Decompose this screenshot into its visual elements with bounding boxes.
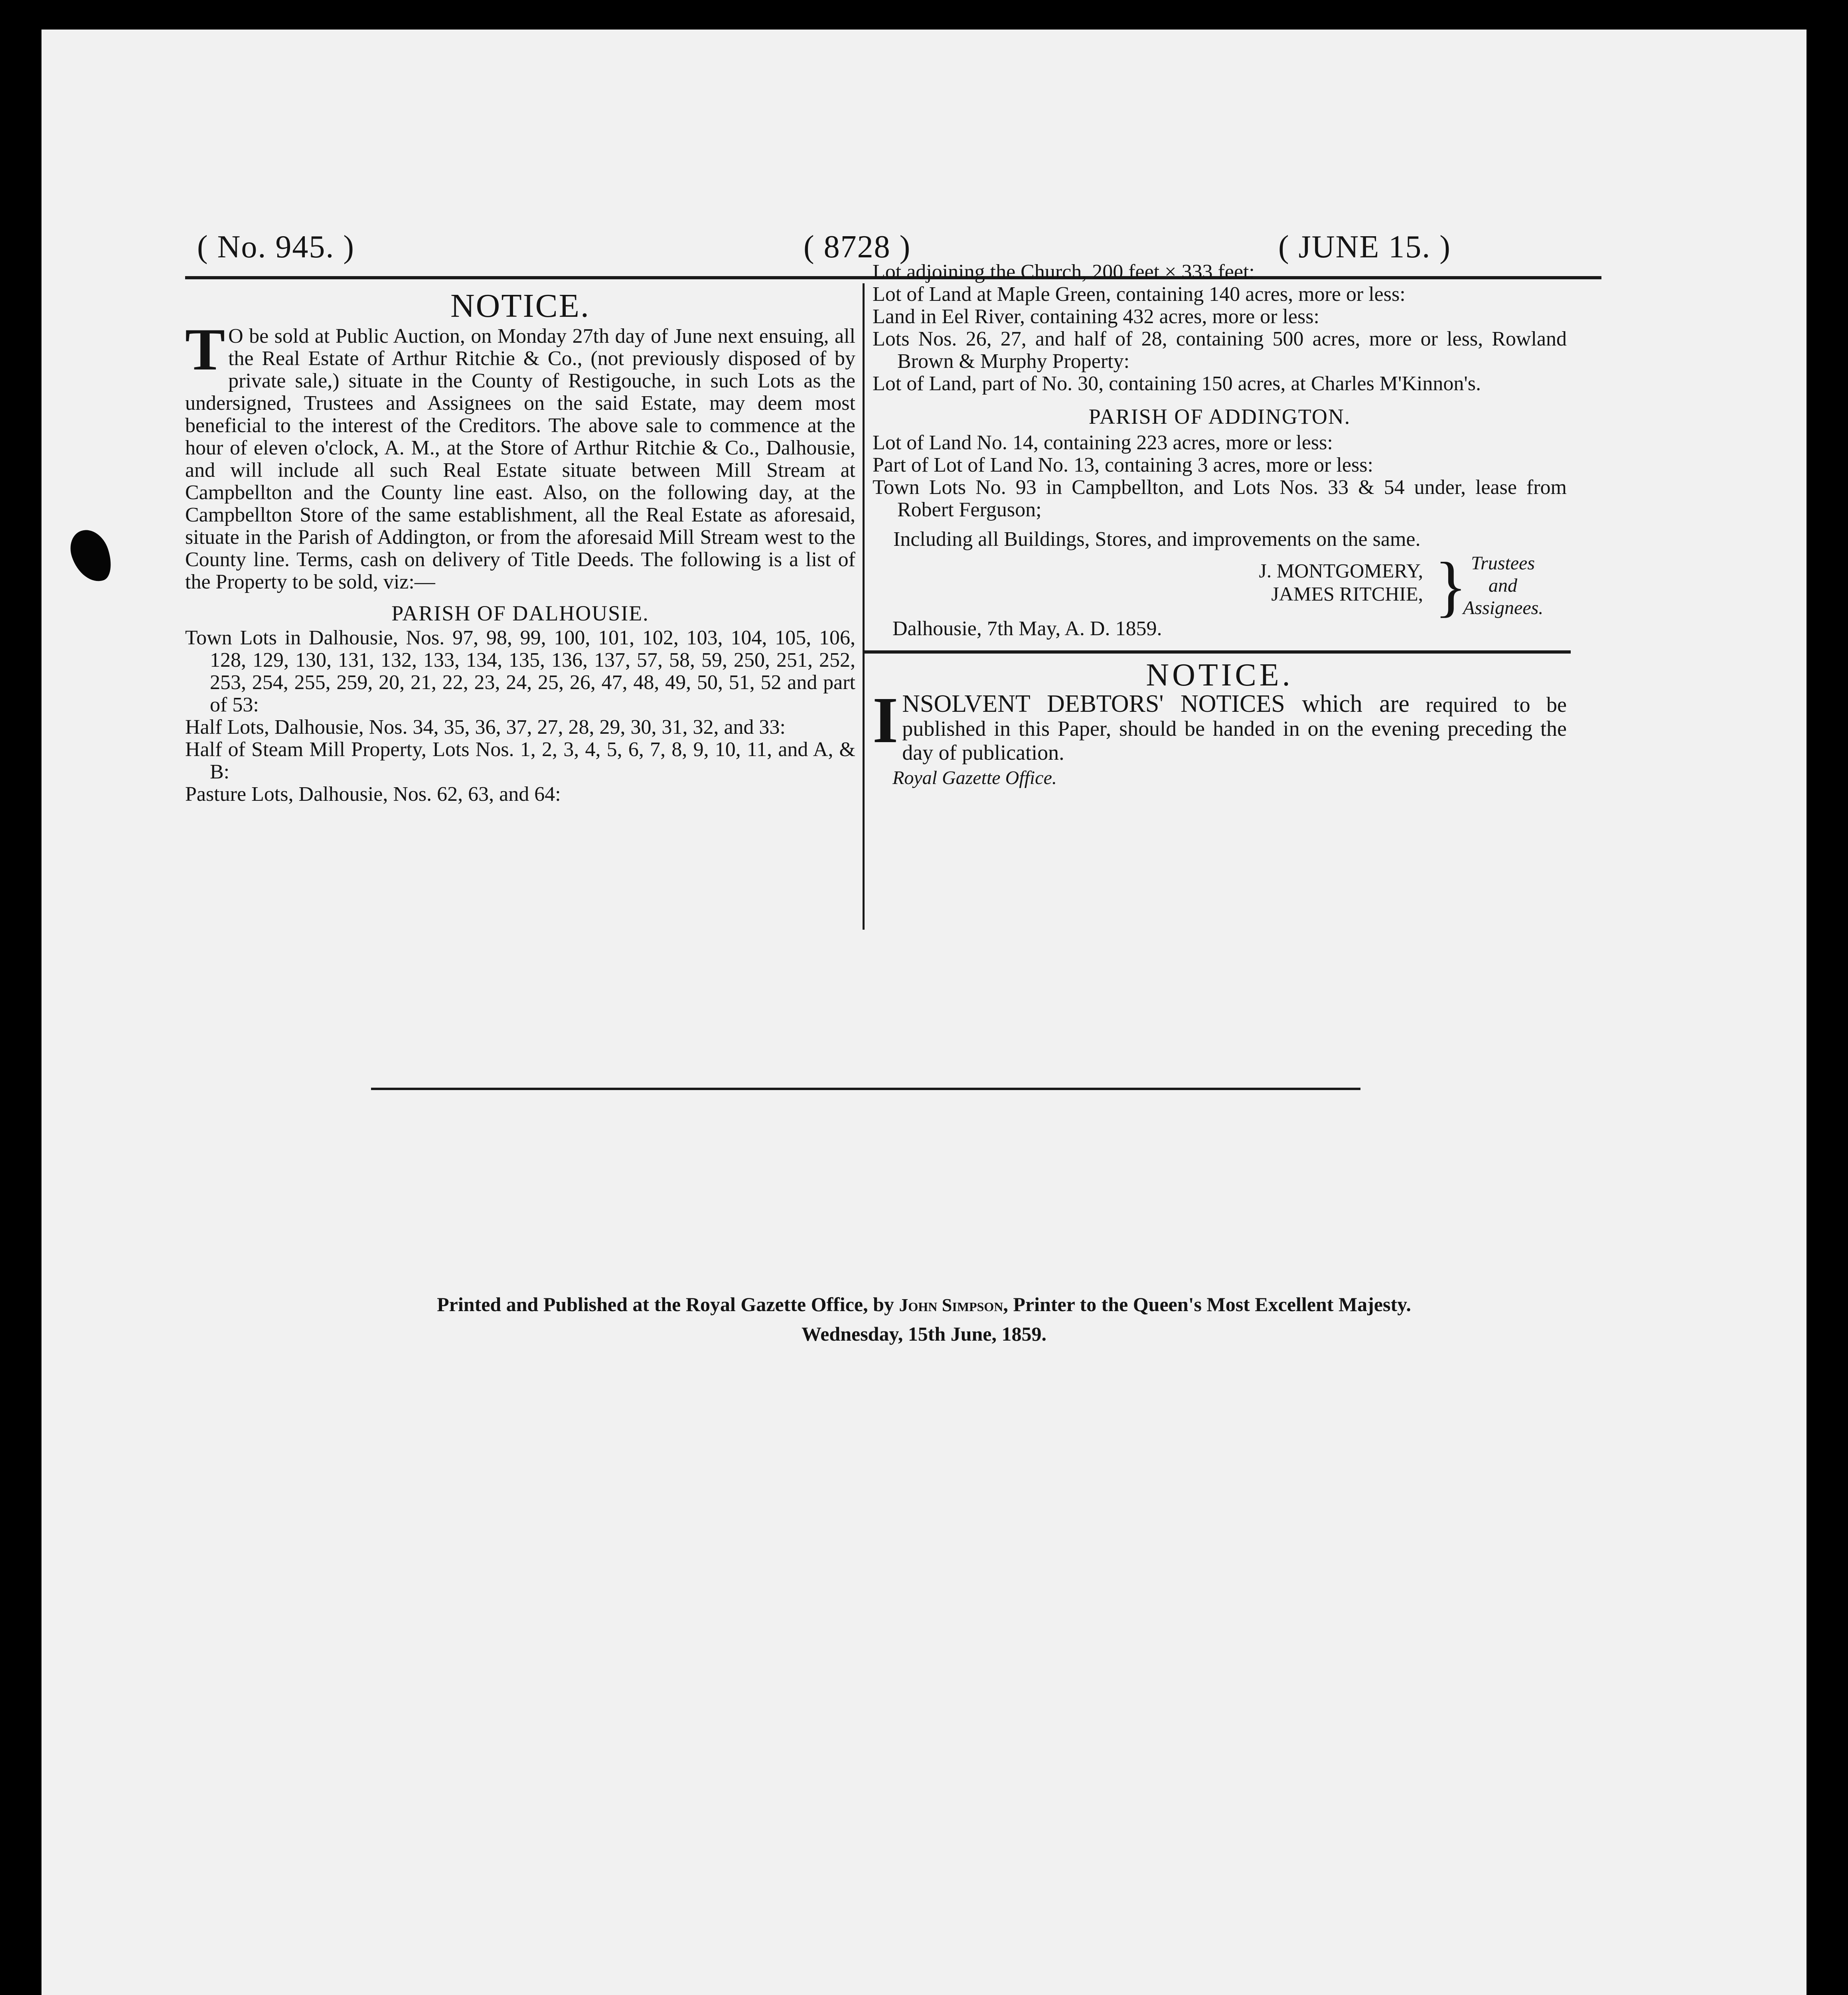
brace: }: [1434, 549, 1467, 624]
dateline: Dalhousie, 7th May, A. D. 1859.: [892, 617, 1162, 640]
imprint-date: Wednesday, 15th June, 1859.: [801, 1323, 1046, 1345]
trustee-name: JAMES RITCHIE,: [1271, 583, 1423, 605]
issue-date: ( JUNE 15. ): [1278, 229, 1451, 265]
insolvent-notice-text: required to be published in this Paper, should be handed in on the evening preceding the day of publication.: [902, 693, 1567, 764]
notice-body: [185, 316, 855, 593]
role-line: and: [1489, 575, 1517, 596]
imprint-line: [41, 1293, 1807, 1316]
drop-cap: I: [873, 683, 898, 757]
imprint-text: Printed and Published at the Royal Gazette Office, by: [437, 1293, 899, 1316]
property-item: Half of Steam Mill Property, Lots Nos. 1, 2, 3, 4, 5, 6, 7, 8, 9, 10, 11, and A, & B:: [185, 738, 855, 783]
property-item: Pasture Lots, Dalhousie, Nos. 62, 63, and 64:: [185, 783, 561, 806]
column-divider: [863, 283, 865, 930]
separator-rule: [371, 1088, 1360, 1090]
notice-title: NOTICE.: [450, 287, 590, 324]
scan-mark: [65, 525, 116, 587]
property-item: Part of Lot of Land No. 13, containing 3 acres, more or less:: [873, 454, 1373, 476]
document-page: [41, 30, 1807, 1995]
drop-cap: T: [185, 316, 225, 383]
notice-body-text: O be sold at Public Auction, on Monday 27th day of June next ensuing, all the Real Estate of Arthur Ritchie & Co., (not previously disposed of by private sale,) situate in the County of Restigouche, in such Lots as the undersigned, Trustees and Assignees on the said Estate, may deem most beneficial to the interest of the Creditors. The above sale to commence at the hour of eleven o'clock, A. M., at the Store of Arthur Ritchie & Co., Dalhousie, and will include all such Real Estate situate between Mill Stream at Campbellton and the County line east. Also, on the following day, at the Campbellton Store of the same establishment, all the Real Estate as aforesaid, situate in the Parish of Addington, or from the aforesaid Mill Stream west to the County line. Terms, cash on delivery of Title Deeds. The following is a list of the Property to be sold, viz:—: [185, 325, 855, 593]
property-item: Lot of Land No. 14, containing 223 acres, more or less:: [873, 431, 1333, 454]
section-rule: [865, 650, 1571, 654]
insolvent-notice-lead: NSOLVENT DEBTORS' NOTICES which are: [902, 690, 1410, 717]
property-item: Lot adjoining the Church, 200 feet × 333 feet:: [873, 261, 1255, 283]
role-line: Assignees.: [1463, 597, 1544, 618]
imprint-text: , Printer to the Queen's Most Excellent Majesty.: [1003, 1293, 1411, 1316]
trustee-name: J. MONTGOMERY,: [1259, 559, 1423, 582]
property-item: Lot of Land at Maple Green, containing 140 acres, more or less:: [873, 283, 1406, 306]
property-item: Town Lots No. 93 in Campbellton, and Lots Nos. 33 & 54 under, lease from Robert Ferguson;: [873, 476, 1567, 521]
parish-heading-addington: PARISH OF ADDINGTON.: [1088, 405, 1351, 429]
parish-heading-dalhousie: PARISH OF DALHOUSIE.: [391, 601, 649, 625]
including-line: Including all Buildings, Stores, and improvements on the same.: [893, 528, 1421, 551]
signature-block: [873, 549, 1567, 624]
property-item: Town Lots in Dalhousie, Nos. 97, 98, 99, 100, 101, 102, 103, 104, 105, 106, 128, 129, 130, 131, 132, 133, 134, 135, 136, 137, 57, 58, 59, 250, 251, 252, 253, 254, 255, 259, 20, 21, 22, 23, 24, 25, 26, 47, 48, 49, 50, 51, 52 and part of 53:: [185, 626, 855, 716]
property-item: Lots Nos. 26, 27, and half of 28, containing 500 acres, more or less, Rowland Brown & Murphy Property:: [873, 328, 1567, 373]
issue-number: ( No. 945. ): [197, 229, 355, 265]
property-item: Lot of Land, part of No. 30, containing 150 acres, at Charles M'Kinnon's.: [873, 372, 1481, 395]
left-column: [185, 287, 855, 806]
trustee-role: [1463, 552, 1543, 619]
right-column: [873, 261, 1567, 789]
insolvent-notice-body: [873, 683, 1567, 764]
printer-name: John Simpson: [899, 1295, 1003, 1315]
office-signature: Royal Gazette Office.: [892, 767, 1057, 788]
property-item: Half Lots, Dalhousie, Nos. 34, 35, 36, 37, 27, 28, 29, 30, 31, 32, and 33:: [185, 716, 786, 739]
notice-title: NOTICE.: [1146, 658, 1293, 693]
role-line: Trustees: [1471, 553, 1535, 574]
property-item: Land in Eel River, containing 432 acres, more or less:: [873, 305, 1319, 328]
page-number: ( 8728 ): [804, 229, 911, 265]
